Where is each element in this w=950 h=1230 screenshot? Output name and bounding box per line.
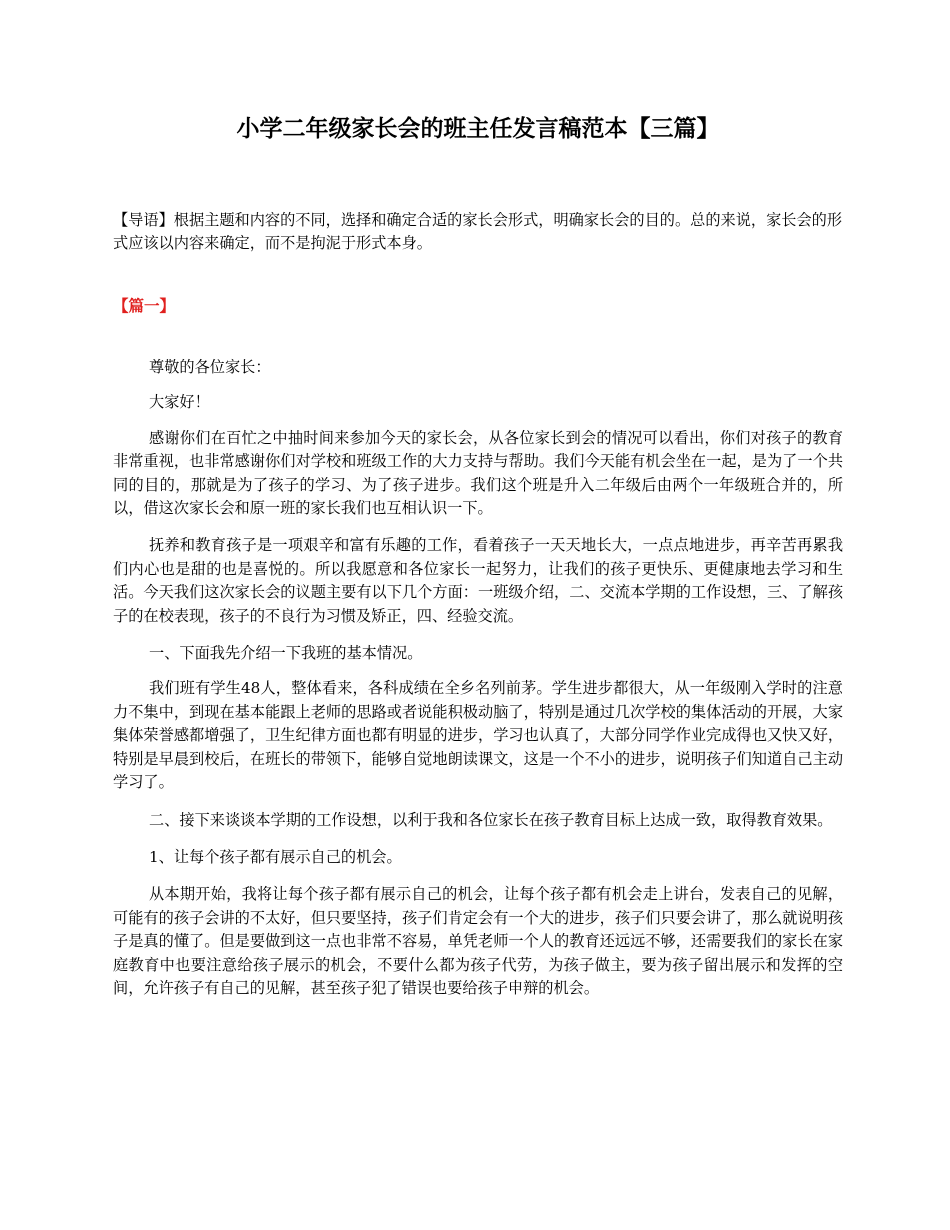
paragraph: 感谢你们在百忙之中抽时间来参加今天的家长会，从各位家长到会的情况可以看出，你们对孩子的教育非常重视，也非常感谢你们对学校和班级工作的大力支持与帮助。我们今天能有机会坐在一起，是为了一个共同的目的，那就是为了孩子的学习、为了孩子进步。我们这个班是升入二年级后由两个一年级班合并的，所以，借这次家长会和原一班的家长我们也互相认识一下。 xyxy=(113,428,843,518)
document-title: 小学二年级家长会的班主任发言稿范本【三篇】 xyxy=(236,116,720,142)
paragraph: 抚养和教育孩子是一项艰辛和富有乐趣的工作，看着孩子一天天地长大，一点点地进步，再辛苦再累我们内心也是甜的也是喜悦的。所以我愿意和各位家长一起努力，让我们的孩子更快乐、更健康地去学习和生活。今天我们这次家长会的议题主要有以下几个方面：一班级介绍，二、交流本学期的工作设想，三、了解孩子的在校表现，孩子的不良行为习惯及矫正，四、经验交流。 xyxy=(113,536,843,625)
body-text xyxy=(113,356,843,1014)
paragraph: 一、下面我先介绍一下我班的基本情况。 xyxy=(149,644,423,663)
paragraph: 1、让每个孩子都有展示自己的机会。 xyxy=(149,847,402,866)
paragraph-greeting: 大家好！ xyxy=(149,393,210,412)
paragraph: 我们班有学生48人，整体看来，各科成绩在全乡名列前茅。学生进步都很大，从一年级刚入学时的注意力不集中，到现在基本能跟上老师的思路或者说能积极动脑了，特别是通过几次学校的集体活动的开展，大家集体荣誉感都增强了，卫生纪律方面也都有明显的进步，学习也认真了，大部分同学作业完成得也又快又好，特别是早晨到校后，在班长的带领下，能够自觉地朗读课文，这是一个不小的进步，说明孩子们知道自己主动学习了。 xyxy=(113,679,843,792)
paragraph: 从本期开始，我将让每个孩子都有展示自己的机会，让每个孩子都有机会走上讲台，发表自己的见解，可能有的孩子会讲的不太好，但只要坚持，孩子们肯定会有一个大的进步，孩子们只要会讲了，那么就说明孩子是真的懂了。但是要做到这一点也非常不容易，单凭老师一个人的教育还远远不够，还需要我们的家长在家庭教育中也要注意给孩子展示的机会，不要什么都为孩子代劳，为孩子做主，要为孩子留出展示和发挥的空间，允许孩子有自己的见解，甚至孩子犯了错误也要给孩子申辩的机会。 xyxy=(113,885,843,997)
paragraph: 二、接下来谈谈本学期的工作设想，以利于我和各位家长在孩子教育目标上达成一致，取得教育效果。 xyxy=(149,810,833,829)
intro-paragraph: 【导语】根据主题和内容的不同，选择和确定合适的家长会形式，明确家长会的目的。总的来说，家长会的形式应该以内容来确定，而不是拘泥于形式本身。 xyxy=(113,211,842,252)
paragraph-salutation: 尊敬的各位家长： xyxy=(149,358,271,376)
section-heading: 【篇一】 xyxy=(113,297,176,315)
